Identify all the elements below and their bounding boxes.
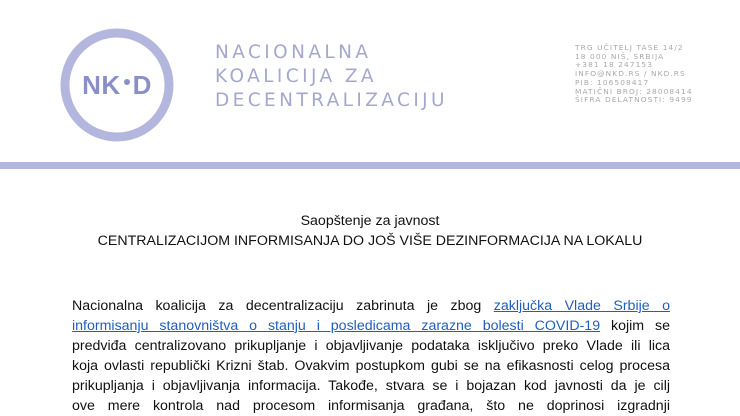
logo-dot-icon bbox=[124, 79, 130, 85]
contact-activity-code: ŠIFRA DELATNOSTI: 9499 bbox=[575, 95, 693, 105]
logo-text-left: NK bbox=[82, 69, 121, 100]
government-conclusion-link-continued[interactable]: informisanju stanovništva o stanju i posledicama zarazne bolesti COVID-19 bbox=[72, 318, 601, 334]
body-text: kojim se bbox=[600, 318, 670, 334]
contact-address: TRG UČITELJ TASE 14/2 bbox=[575, 43, 684, 52]
contact-email-web: INFO@NKD.RS / NKD.RS bbox=[575, 69, 686, 79]
contact-registration-number: MATIČNI BROJ: 28008414 bbox=[575, 86, 693, 96]
contact-block bbox=[575, 44, 693, 105]
body-line bbox=[72, 296, 670, 316]
contact-pib: PIB: 106508417 bbox=[575, 77, 650, 87]
body-line bbox=[72, 316, 670, 336]
press-release-title: CENTRALIZACIJOM INFORMISANJA DO JOŠ VIŠE DEZINFORMACIJA NA LOKALU bbox=[97, 233, 643, 249]
organization-name-line: NACIONALNA bbox=[215, 42, 372, 63]
press-release-label: Saopštenje za javnost bbox=[300, 213, 440, 229]
organization-name-line: KOALICIJA ZA bbox=[215, 66, 377, 87]
body-line: ove mere kontrola nad procesom informisanja građana, što ne doprinosi izgradnji bbox=[72, 398, 670, 414]
logo-text-right: D bbox=[132, 69, 152, 100]
body-line: koja ovlasti republički Krizni štab. Ovakvim postupkom gubi se na efikasnosti celog procesa bbox=[72, 358, 670, 374]
body-line: prikupljanja i objavljivanja informacija. Takođe, stvara se i bojazan kod javnosti da je cilj bbox=[72, 378, 670, 394]
government-conclusion-link[interactable]: zaključka Vlade Srbije o bbox=[493, 298, 671, 314]
body-line: predviđa centralizovano prikupljanje i objavljivanje podataka isključivo preko Vlade ili lica bbox=[72, 338, 670, 354]
organization-name-line: DECENTRALIZACIJU bbox=[215, 90, 448, 111]
organization-name bbox=[215, 41, 448, 113]
logo-wordmark bbox=[60, 28, 174, 142]
contact-phone: +381 18 247153 bbox=[575, 60, 654, 70]
header-divider bbox=[0, 162, 740, 169]
body-text: Nacionalna koalicija za decentralizaciju zabrinuta je zbog bbox=[72, 298, 494, 314]
contact-city: 18 000 NIŠ, SRBIJA bbox=[575, 51, 665, 61]
body-paragraph bbox=[72, 296, 670, 416]
nkd-logo bbox=[60, 28, 174, 142]
